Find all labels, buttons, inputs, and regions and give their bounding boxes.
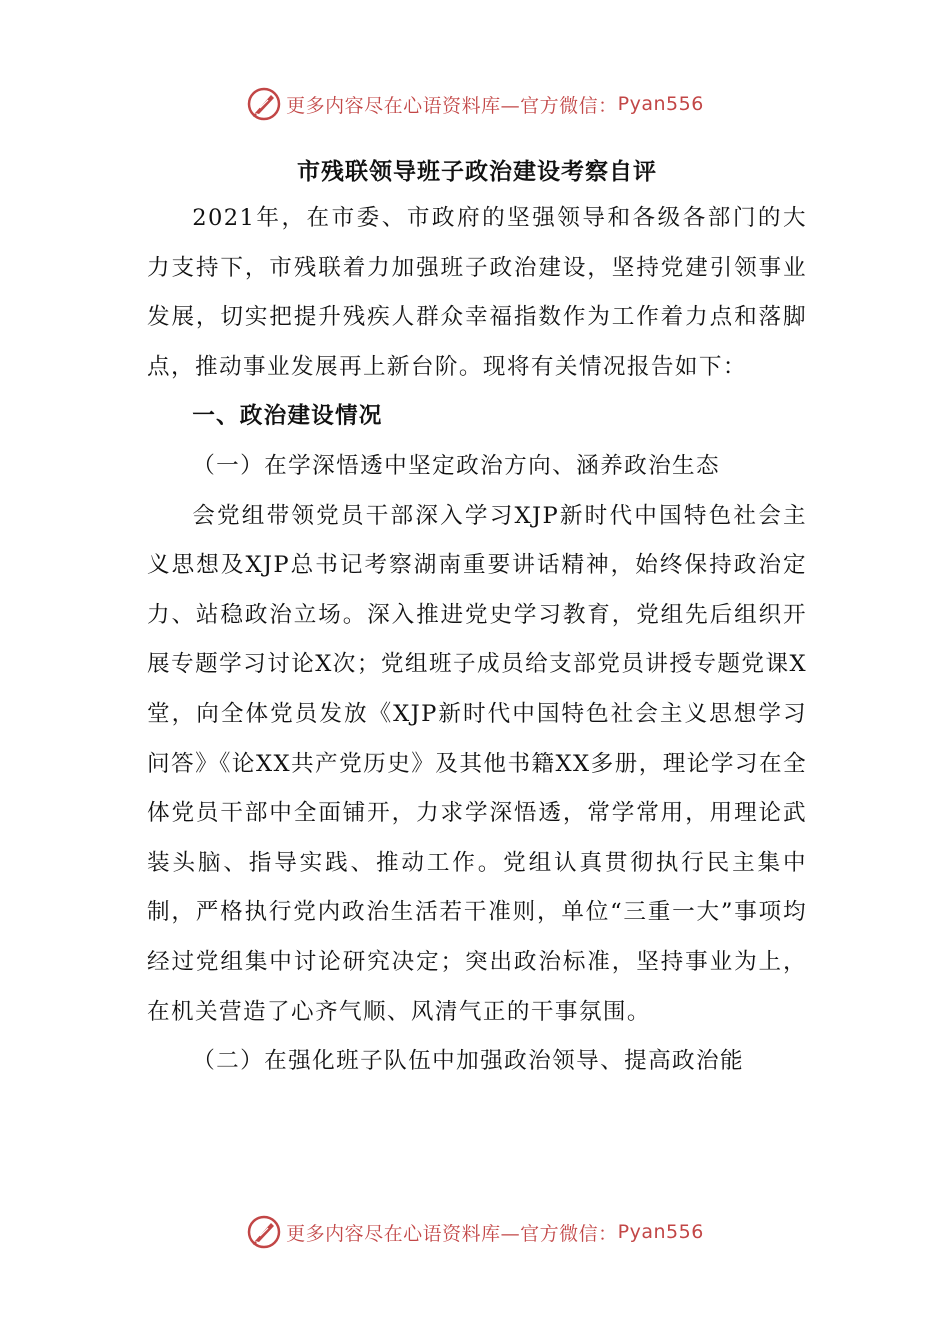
watermark-wechat-id: Pyan556 (617, 93, 704, 115)
subsection-heading-2: （二）在强化班子队伍中加强政治领导、提高政治能 (192, 1048, 745, 1075)
watermark-header (0, 84, 950, 124)
subsection-heading-1: （一）在学深悟透中坚定政治方向、涵养政治生态 (192, 452, 721, 479)
section-heading-1: 一、政治建设情况 (192, 403, 383, 430)
watermark-text: 更多内容尽在心语资料库—官方微信： (286, 1222, 618, 1245)
watermark-wechat-id: Pyan556 (617, 1221, 704, 1243)
subsection-1-body: 会党组带领党员干部深入学习XJP新时代中国特色社会主义思想及XJP总书记考察湖南重要讲话精神，始终保持政治定力、站稳政治立场。深入推进党史学习教育，党组先后组织开展专题学习讨论X次；党组班子成员给支部党员讲授专题党课X堂，向全体党员发放《XJP新时代中国特色社会主义思想学习问答》《论XX共产党历史》及其他书籍XX多册，理论学习在全体党员干部中全面铺开，力求学深悟透，常学常用，用理论武装头脑、指导实践、推动工作。党组认真贯彻执行民主集中制，严格执行党内政治生活若干准则，单位“三重一大”事项均经过党组集中讨论研究决定；突出政治标准，坚持事业为上，在机关营造了心齐气顺、风清气正的干事氛围。 (147, 502, 807, 1025)
watermark-footer (0, 1212, 950, 1252)
intro-paragraph: 2021年，在市委、市政府的坚强领导和各级各部门的大力支持下，市残联着力加强班子政治建设，坚持党建引领事业发展，切实把提升残疾人群众幸福指数作为工作着力点和落脚点，推动事业发展再上新台阶。现将有关情况报告如下： (147, 205, 807, 380)
document-body (147, 150, 807, 1087)
quill-logo-icon (246, 86, 282, 122)
quill-logo-icon (246, 1214, 282, 1250)
watermark-text: 更多内容尽在心语资料库—官方微信： (286, 94, 618, 117)
document-title: 市残联领导班子政治建设考察自评 (297, 159, 657, 185)
